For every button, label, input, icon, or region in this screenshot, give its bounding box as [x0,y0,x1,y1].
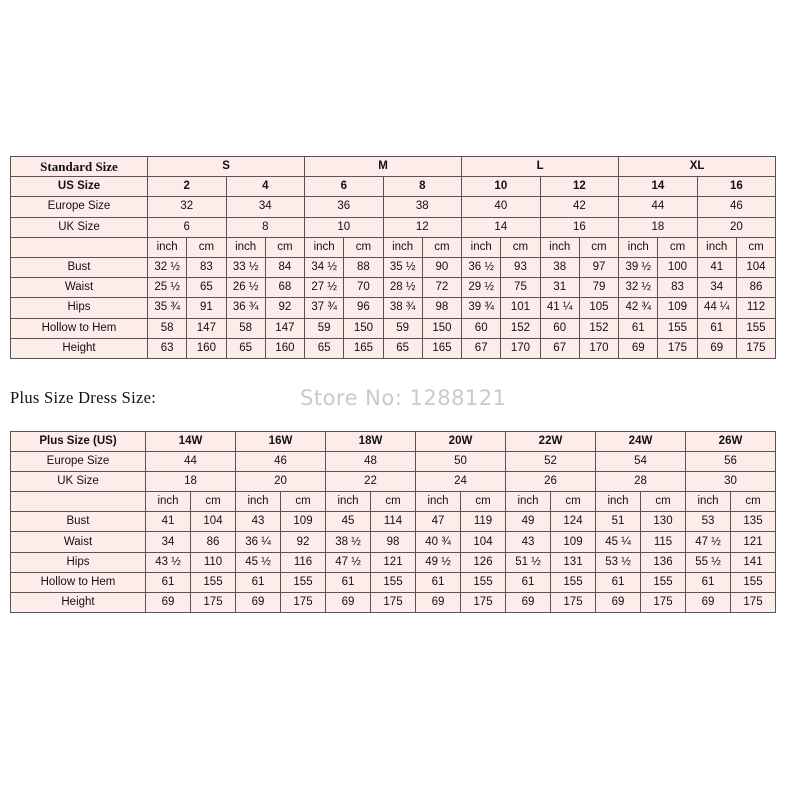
measurement-row-hips [11,552,776,572]
measurement-inch-cell: 61 [596,572,641,592]
uk-size-cell: 10 [305,217,384,237]
measurement-inch-cell: 36 ½ [462,257,501,277]
measurement-cm-cell: 92 [281,532,326,552]
measurement-inch-cell: 45 ¼ [596,532,641,552]
us-size-cell: 6 [305,177,384,197]
plus-measurement-rows [11,512,776,612]
measurement-cm-cell: 116 [281,552,326,572]
measurement-cm-cell: 175 [281,592,326,612]
measurement-cm-cell: 83 [187,257,226,277]
measurement-row-bust [11,257,776,277]
measurement-cm-cell: 110 [191,552,236,572]
measurement-inch-cell: 58 [226,318,265,338]
measurement-inch-cell: 69 [416,592,461,612]
measurement-cm-cell: 175 [371,592,416,612]
measurement-inch-cell: 40 ¾ [416,532,461,552]
plus-uk-size-label: UK Size [11,472,146,492]
measurement-inch-cell: 43 ½ [146,552,191,572]
plus-unit-row-label [11,492,146,512]
unit-cm: cm [371,492,416,512]
europe-size-cell: 44 [619,197,698,217]
us-size-cell: 2 [148,177,227,197]
measurement-label: Hollow to Hem [11,572,146,592]
measurement-inch-cell: 31 [540,278,579,298]
measurement-cm-cell: 155 [461,572,506,592]
us-size-row [11,177,776,197]
measurement-inch-cell: 69 [697,338,736,358]
uk-size-cell: 16 [540,217,619,237]
measurement-cm-cell: 84 [265,257,304,277]
plus-uk-size-cell: 30 [686,472,776,492]
measurement-cm-cell: 160 [265,338,304,358]
plus-us-size-cell: 24W [596,432,686,452]
measurement-inch-cell: 53 ½ [596,552,641,572]
measurement-inch-cell: 38 [540,257,579,277]
measurement-label: Height [11,338,148,358]
measurement-label: Hollow to Hem [11,318,148,338]
measurement-cm-cell: 109 [551,532,596,552]
us-size-cell: 16 [697,177,776,197]
unit-cm: cm [641,492,686,512]
measurement-cm-cell: 72 [422,278,461,298]
measurement-label: Waist [11,278,148,298]
unit-inch: inch [596,492,641,512]
plus-size-table [10,431,776,613]
us-size-cell: 12 [540,177,619,197]
measurement-inch-cell: 69 [326,592,371,612]
measurement-inch-cell: 60 [462,318,501,338]
measurement-inch-cell: 67 [540,338,579,358]
measurement-inch-cell: 44 ¼ [697,298,736,318]
measurement-inch-cell: 61 [416,572,461,592]
measurement-row-hollow-to-hem [11,572,776,592]
measurement-cm-cell: 175 [191,592,236,612]
measurement-inch-cell: 39 ¾ [462,298,501,318]
measurement-cm-cell: 155 [551,572,596,592]
measurement-label: Bust [11,257,148,277]
measurement-row-hips [11,298,776,318]
measurement-inch-cell: 69 [619,338,658,358]
unit-inch: inch [383,237,422,257]
unit-cm: cm [191,492,236,512]
measurement-inch-cell: 39 ½ [619,257,658,277]
measurement-inch-cell: 65 [226,338,265,358]
plus-us-size-row [11,432,776,452]
unit-cm: cm [422,237,461,257]
measurement-inch-cell: 61 [619,318,658,338]
measurement-label: Hips [11,298,148,318]
measurement-cm-cell: 124 [551,512,596,532]
unit-inch: inch [686,492,731,512]
unit-inch: inch [146,492,191,512]
europe-size-cell: 36 [305,197,384,217]
measurement-inch-cell: 47 [416,512,461,532]
measurement-cm-cell: 131 [551,552,596,572]
measurement-inch-cell: 59 [305,318,344,338]
measurement-inch-cell: 51 ½ [506,552,551,572]
plus-us-size-cell: 22W [506,432,596,452]
measurement-inch-cell: 34 ½ [305,257,344,277]
plus-europe-size-cell: 48 [326,452,416,472]
europe-size-cell: 40 [462,197,541,217]
measurement-inch-cell: 61 [506,572,551,592]
measurement-inch-cell: 47 ½ [686,532,731,552]
measurement-inch-cell: 38 ¾ [383,298,422,318]
measurement-inch-cell: 41 [697,257,736,277]
uk-size-cell: 20 [697,217,776,237]
measurement-inch-cell: 61 [326,572,371,592]
europe-size-label: Europe Size [11,197,148,217]
unit-inch: inch [236,492,281,512]
unit-cm: cm [551,492,596,512]
measurement-cm-cell: 165 [422,338,461,358]
measurement-cm-cell: 112 [736,298,775,318]
measurement-cm-cell: 104 [736,257,775,277]
measurement-cm-cell: 98 [371,532,416,552]
measurement-inch-cell: 53 [686,512,731,532]
unit-row-label [11,237,148,257]
measurement-inch-cell: 34 [146,532,191,552]
unit-cm: cm [658,237,697,257]
measurement-cm-cell: 155 [371,572,416,592]
europe-size-cell: 32 [148,197,227,217]
measurement-inch-cell: 45 [326,512,371,532]
measurement-inch-cell: 29 ½ [462,278,501,298]
measurement-inch-cell: 65 [305,338,344,358]
plus-size-title: Plus Size (US) [11,432,146,452]
letter-size-row [11,157,776,177]
measurement-cm-cell: 175 [461,592,506,612]
measurement-inch-cell: 32 ½ [148,257,187,277]
measurement-cm-cell: 86 [191,532,236,552]
measurement-row-waist [11,532,776,552]
measurement-inch-cell: 41 ¼ [540,298,579,318]
plus-europe-size-cell: 54 [596,452,686,472]
unit-inch: inch [226,237,265,257]
measurement-cm-cell: 170 [579,338,618,358]
measurement-cm-cell: 114 [371,512,416,532]
measurement-cm-cell: 75 [501,278,540,298]
us-size-cell: 8 [383,177,462,197]
measurement-inch-cell: 63 [148,338,187,358]
measurement-inch-cell: 69 [146,592,191,612]
europe-size-row [11,197,776,217]
measurement-cm-cell: 126 [461,552,506,572]
europe-size-cell: 42 [540,197,619,217]
unit-cm: cm [579,237,618,257]
measurement-cm-cell: 92 [265,298,304,318]
measurement-inch-cell: 25 ½ [148,278,187,298]
measurement-cm-cell: 155 [658,318,697,338]
measurement-cm-cell: 160 [187,338,226,358]
measurement-cm-cell: 155 [731,572,776,592]
plus-us-size-cell: 16W [236,432,326,452]
measurement-inch-cell: 60 [540,318,579,338]
unit-inch: inch [540,237,579,257]
plus-europe-size-cell: 52 [506,452,596,472]
plus-uk-size-row [11,472,776,492]
unit-inch: inch [148,237,187,257]
measurement-cm-cell: 175 [641,592,686,612]
measurement-cm-cell: 65 [187,278,226,298]
plus-europe-size-cell: 56 [686,452,776,472]
measurement-inch-cell: 65 [383,338,422,358]
measurement-cm-cell: 175 [731,592,776,612]
letter-size-cell: M [305,157,462,177]
measurement-inch-cell: 28 ½ [383,278,422,298]
measurement-cm-cell: 121 [371,552,416,572]
measurement-cm-cell: 91 [187,298,226,318]
measurement-cm-cell: 68 [265,278,304,298]
uk-size-cell: 18 [619,217,698,237]
measurement-cm-cell: 150 [422,318,461,338]
unit-inch: inch [305,237,344,257]
unit-cm: cm [187,237,226,257]
store-watermark: Store No: 1288121 [300,386,507,410]
unit-inch: inch [697,237,736,257]
plus-us-size-cell: 20W [416,432,506,452]
measurement-inch-cell: 45 ½ [236,552,281,572]
measurement-inch-cell: 36 ¼ [236,532,281,552]
measurement-inch-cell: 43 [236,512,281,532]
measurement-cm-cell: 170 [501,338,540,358]
measurement-cm-cell: 96 [344,298,383,318]
uk-size-row [11,217,776,237]
measurement-cm-cell: 83 [658,278,697,298]
measurement-cm-cell: 119 [461,512,506,532]
measurement-cm-cell: 104 [191,512,236,532]
measurement-cm-cell: 155 [191,572,236,592]
measurement-cm-cell: 155 [736,318,775,338]
measurement-inch-cell: 49 [506,512,551,532]
measurement-inch-cell: 61 [146,572,191,592]
measurement-inch-cell: 42 ¾ [619,298,658,318]
measurement-cm-cell: 101 [501,298,540,318]
plus-europe-size-label: Europe Size [11,452,146,472]
measurement-cm-cell: 93 [501,257,540,277]
plus-uk-size-cell: 20 [236,472,326,492]
measurement-inch-cell: 33 ½ [226,257,265,277]
plus-us-size-cell: 14W [146,432,236,452]
measurement-inch-cell: 69 [686,592,731,612]
measurement-cm-cell: 90 [422,257,461,277]
measurement-row-bust [11,512,776,532]
measurement-cm-cell: 136 [641,552,686,572]
measurement-inch-cell: 67 [462,338,501,358]
measurement-row-height [11,338,776,358]
unit-inch: inch [619,237,658,257]
measurement-inch-cell: 32 ½ [619,278,658,298]
measurement-cm-cell: 98 [422,298,461,318]
measurement-cm-cell: 86 [736,278,775,298]
measurement-inch-cell: 36 ¾ [226,298,265,318]
measurement-cm-cell: 79 [579,278,618,298]
uk-size-cell: 8 [226,217,305,237]
measurement-inch-cell: 69 [506,592,551,612]
unit-cm: cm [265,237,304,257]
measurement-cm-cell: 152 [579,318,618,338]
us-size-cell: 4 [226,177,305,197]
plus-us-size-cell: 26W [686,432,776,452]
plus-uk-size-cell: 22 [326,472,416,492]
us-size-cell: 10 [462,177,541,197]
unit-inch: inch [506,492,551,512]
measurement-cm-cell: 109 [658,298,697,318]
measurement-inch-cell: 38 ½ [326,532,371,552]
unit-inch: inch [326,492,371,512]
measurement-inch-cell: 41 [146,512,191,532]
standard-size-table [10,156,776,359]
unit-inch: inch [462,237,501,257]
measurement-cm-cell: 147 [187,318,226,338]
uk-size-label: UK Size [11,217,148,237]
unit-cm: cm [501,237,540,257]
measurement-cm-cell: 175 [551,592,596,612]
measurement-row-hollow-to-hem [11,318,776,338]
measurement-inch-cell: 35 ½ [383,257,422,277]
measurement-inch-cell: 34 [697,278,736,298]
uk-size-cell: 12 [383,217,462,237]
measurement-inch-cell: 43 [506,532,551,552]
unit-cm: cm [461,492,506,512]
measurement-inch-cell: 35 ¾ [148,298,187,318]
unit-cm: cm [731,492,776,512]
measurement-cm-cell: 100 [658,257,697,277]
measurement-inch-cell: 69 [596,592,641,612]
plus-europe-size-row [11,452,776,472]
plus-uk-size-cell: 24 [416,472,506,492]
measurement-cm-cell: 130 [641,512,686,532]
measurement-cm-cell: 115 [641,532,686,552]
unit-cm: cm [281,492,326,512]
standard-size-title: Standard Size [11,157,148,177]
measurement-label: Hips [11,552,146,572]
measurement-inch-cell: 61 [686,572,731,592]
plus-europe-size-cell: 50 [416,452,506,472]
measurement-inch-cell: 37 ¾ [305,298,344,318]
us-size-cell: 14 [619,177,698,197]
measurement-cm-cell: 175 [736,338,775,358]
measurement-cm-cell: 175 [658,338,697,358]
measurement-cm-cell: 141 [731,552,776,572]
measurement-cm-cell: 147 [265,318,304,338]
measurement-cm-cell: 150 [344,318,383,338]
measurement-inch-cell: 55 ½ [686,552,731,572]
letter-size-cell: L [462,157,619,177]
plus-uk-size-cell: 18 [146,472,236,492]
unit-cm: cm [736,237,775,257]
plus-uk-size-cell: 28 [596,472,686,492]
measurement-inch-cell: 27 ½ [305,278,344,298]
measurement-inch-cell: 59 [383,318,422,338]
measurement-label: Height [11,592,146,612]
measurement-inch-cell: 61 [697,318,736,338]
measurement-cm-cell: 104 [461,532,506,552]
measurement-inch-cell: 69 [236,592,281,612]
measurement-cm-cell: 155 [641,572,686,592]
measurement-cm-cell: 135 [731,512,776,532]
uk-size-cell: 14 [462,217,541,237]
measurement-cm-cell: 155 [281,572,326,592]
letter-size-cell: S [148,157,305,177]
plus-uk-size-cell: 26 [506,472,596,492]
europe-size-cell: 34 [226,197,305,217]
plus-europe-size-cell: 46 [236,452,326,472]
measurement-cm-cell: 70 [344,278,383,298]
measurement-cm-cell: 105 [579,298,618,318]
unit-cm: cm [344,237,383,257]
measurement-inch-cell: 47 ½ [326,552,371,572]
plus-unit-row [11,492,776,512]
us-size-label: US Size [11,177,148,197]
letter-size-cell: XL [619,157,776,177]
measurement-inch-cell: 49 ½ [416,552,461,572]
measurement-label: Bust [11,512,146,532]
measurement-inch-cell: 51 [596,512,641,532]
measurement-cm-cell: 165 [344,338,383,358]
plus-us-size-cell: 18W [326,432,416,452]
measurement-cm-cell: 88 [344,257,383,277]
uk-size-cell: 6 [148,217,227,237]
measurement-row-height [11,592,776,612]
measurement-inch-cell: 26 ½ [226,278,265,298]
measurement-cm-cell: 152 [501,318,540,338]
europe-size-cell: 46 [697,197,776,217]
standard-measurement-rows [11,257,776,358]
measurement-cm-cell: 97 [579,257,618,277]
measurement-inch-cell: 58 [148,318,187,338]
measurement-cm-cell: 121 [731,532,776,552]
measurement-label: Waist [11,532,146,552]
europe-size-cell: 38 [383,197,462,217]
measurement-row-waist [11,278,776,298]
plus-size-heading: Plus Size Dress Size: [10,388,157,407]
measurement-inch-cell: 61 [236,572,281,592]
measurement-cm-cell: 109 [281,512,326,532]
plus-europe-size-cell: 44 [146,452,236,472]
unit-inch: inch [416,492,461,512]
unit-row [11,237,776,257]
